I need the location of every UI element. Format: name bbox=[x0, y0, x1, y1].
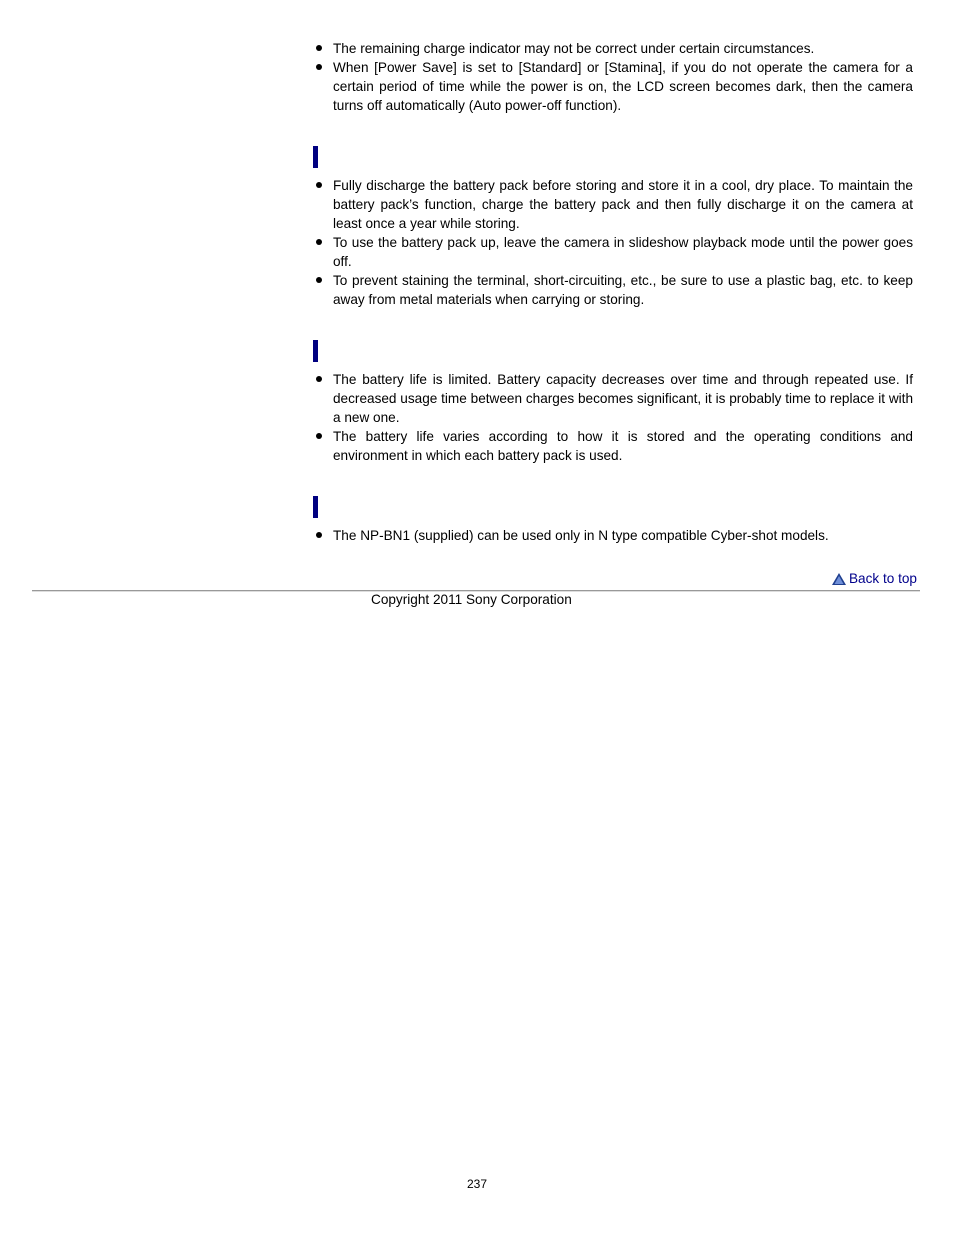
back-to-top-link[interactable] bbox=[832, 571, 917, 586]
list-item: Fully discharge the battery pack before storing and store it in a cool, dry place. To maintain the battery pack’s function, charge the battery pack and then fully discharge it on the camera at least once a year while storing. bbox=[313, 176, 913, 233]
section-marker-battery-life bbox=[313, 340, 318, 362]
bullet-list-charge bbox=[313, 39, 913, 115]
back-to-top-label[interactable]: Back to top bbox=[848, 571, 917, 586]
up-arrow-icon bbox=[832, 573, 846, 585]
bullet-list-storing bbox=[313, 176, 913, 309]
list-item: To prevent staining the terminal, short-circuiting, etc., be sure to use a plastic bag, etc. to keep away from metal materials when carrying or storing. bbox=[313, 271, 913, 309]
page-number: 237 bbox=[466, 1177, 488, 1191]
list-item: The remaining charge indicator may not be correct under certain circumstances. bbox=[313, 39, 913, 58]
list-item: The battery life is limited. Battery capacity decreases over time and through repeated use. If decreased usage time between charges becomes significant, it is probably time to replace it with a new one. bbox=[313, 370, 913, 427]
copyright-text: Copyright 2011 Sony Corporation bbox=[371, 592, 572, 607]
section-marker-compatible bbox=[313, 496, 318, 518]
list-item: When [Power Save] is set to [Standard] or [Stamina], if you do not operate the camera for a certain period of time while the power is on, the LCD screen becomes dark, then the camera turns off automatically (Auto power-off function). bbox=[313, 58, 913, 115]
list-item: To use the battery pack up, leave the camera in slideshow playback mode until the power goes off. bbox=[313, 233, 913, 271]
list-item: The NP-BN1 (supplied) can be used only in N type compatible Cyber-shot models. bbox=[313, 526, 913, 545]
list-item: The battery life varies according to how it is stored and the operating conditions and environment in which each battery pack is used. bbox=[313, 427, 913, 465]
main-content bbox=[313, 39, 913, 545]
bullet-list-battery-life bbox=[313, 370, 913, 465]
section-marker-storing bbox=[313, 146, 318, 168]
bullet-list-compatible bbox=[313, 526, 913, 545]
